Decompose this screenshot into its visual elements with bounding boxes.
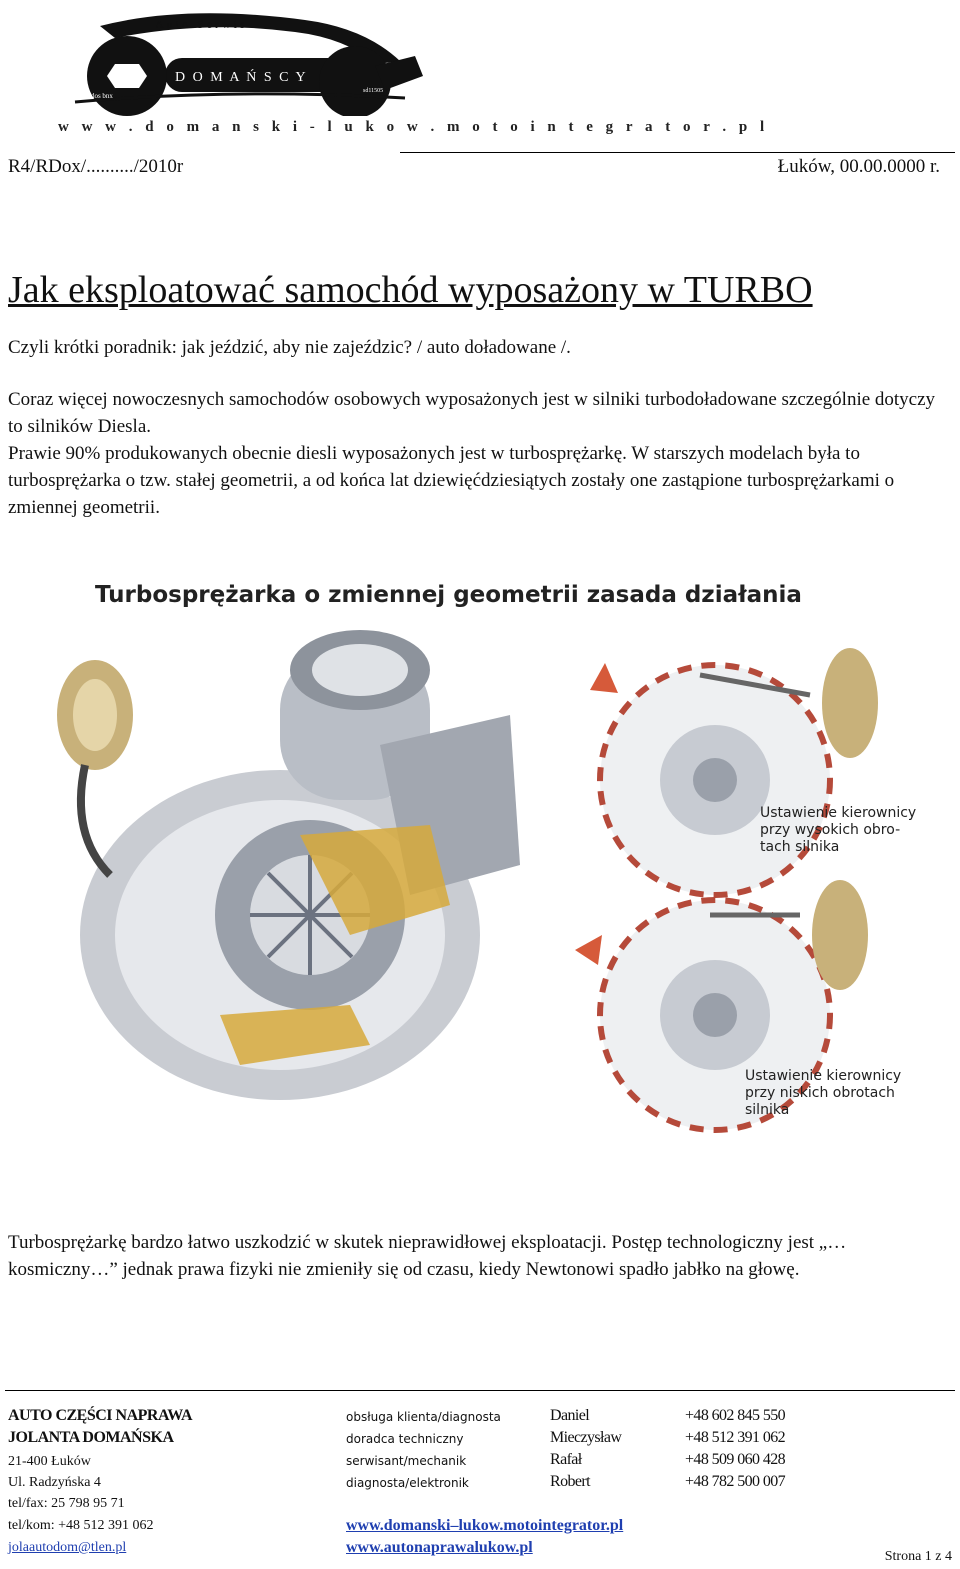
footer-owner-name: JOLANTA DOMAŃSKA <box>8 1429 174 1446</box>
svg-text:sd11505: sd11505 <box>363 88 384 94</box>
page-title: Jak eksploatować samochód wyposażony w TURBO <box>8 269 813 311</box>
caption-low-rpm: Ustawienie kierownicy przy niskich obrotach silnika <box>745 1068 902 1118</box>
header-website: w w w . d o m a n s k i - l u k o w . m o t o i n t e g r a t o r . p l <box>58 119 769 135</box>
caption-high-rpm: Ustawienie kierownicy przy wysokich obro- tach silnika <box>760 805 917 855</box>
footer-telkom: tel/kom: +48 512 391 062 <box>8 1518 154 1533</box>
paragraph-2: Prawie 90% produkowanych obecnie diesli wyposażonych jest w turbosprężarkę. W starszych modelach była to turbosprężarka o tzw. stałej geometrii, a od końca lat dziewięćdziesiątych zostały one zastąpione turbosprężarkami o zmiennej geometrii. <box>8 443 895 518</box>
footer-website-link-1[interactable]: www.domanski–lukow.motointegrator.pl <box>346 1517 624 1534</box>
svg-text:idos bnx: idos bnx <box>89 92 113 100</box>
contact-phone-1: +48 602 845 550 <box>685 1407 786 1424</box>
page-subtitle: Czyli krótki poradnik: jak jeździć, aby nie zajeździc? / auto doładowane /. <box>8 337 571 358</box>
contact-name-1: Daniel <box>550 1407 590 1424</box>
document-reference: R4/RDox/........../2010r <box>8 156 184 177</box>
page-number: Strona 1 z 4 <box>884 1549 952 1564</box>
footer-company-name: AUTO CZĘŚCI NAPRAWA <box>8 1407 193 1424</box>
contact-name-3: Rafał <box>550 1451 582 1468</box>
footer-street: Ul. Radzyńska 4 <box>8 1475 101 1490</box>
contact-phone-4: +48 782 500 007 <box>685 1473 786 1490</box>
contact-name-2: Mieczysław <box>550 1429 622 1446</box>
contact-role-4: diagnosta/elektronik <box>346 1476 469 1490</box>
footer-website-link-2[interactable]: www.autonaprawalukow.pl <box>346 1539 533 1556</box>
footer-postal: 21-400 Łuków <box>8 1454 91 1469</box>
paragraph-3: Turbosprężarkę bardzo łatwo uszkodzić w skutek nieprawidłowej eksploatacji. Postęp technologiczny jest „…kosmiczny…” jednak prawa fizyki nie zmieniły się od czasu, kiedy Newtonowi spadło jabłko na głowę. <box>8 1232 847 1280</box>
footer-divider <box>5 1390 955 1391</box>
footer-telfax: tel/fax: 25 798 95 71 <box>8 1496 125 1511</box>
header-divider <box>400 152 955 153</box>
svg-text:Auto Serwis: Auto Serwis <box>155 17 248 31</box>
paragraph-1: Coraz więcej nowoczesnych samochodów osobowych wyposażonych jest w silniki turbodoładowane szczególnie dotyczy to silników Diesla. <box>8 389 936 437</box>
contact-phone-3: +48 509 060 428 <box>685 1451 786 1468</box>
contact-name-4: Robert <box>550 1473 590 1490</box>
svg-text:D O M A Ń S C Y: D O M A Ń S C Y <box>175 70 308 85</box>
figure-title: Turbosprężarka o zmiennej geometrii zasada działania <box>95 582 802 608</box>
contact-phone-2: +48 512 391 062 <box>685 1429 786 1446</box>
contact-role-3: serwisant/mechanik <box>346 1454 467 1468</box>
footer-email-link[interactable]: jolaautodom@tlen.pl <box>8 1540 127 1555</box>
contact-role-2: doradca techniczny <box>346 1432 464 1446</box>
company-logo <box>55 6 425 116</box>
document-date: Łuków, 00.00.0000 r. <box>777 156 940 177</box>
contact-role-1: obsługa klienta/diagnosta <box>346 1410 501 1424</box>
